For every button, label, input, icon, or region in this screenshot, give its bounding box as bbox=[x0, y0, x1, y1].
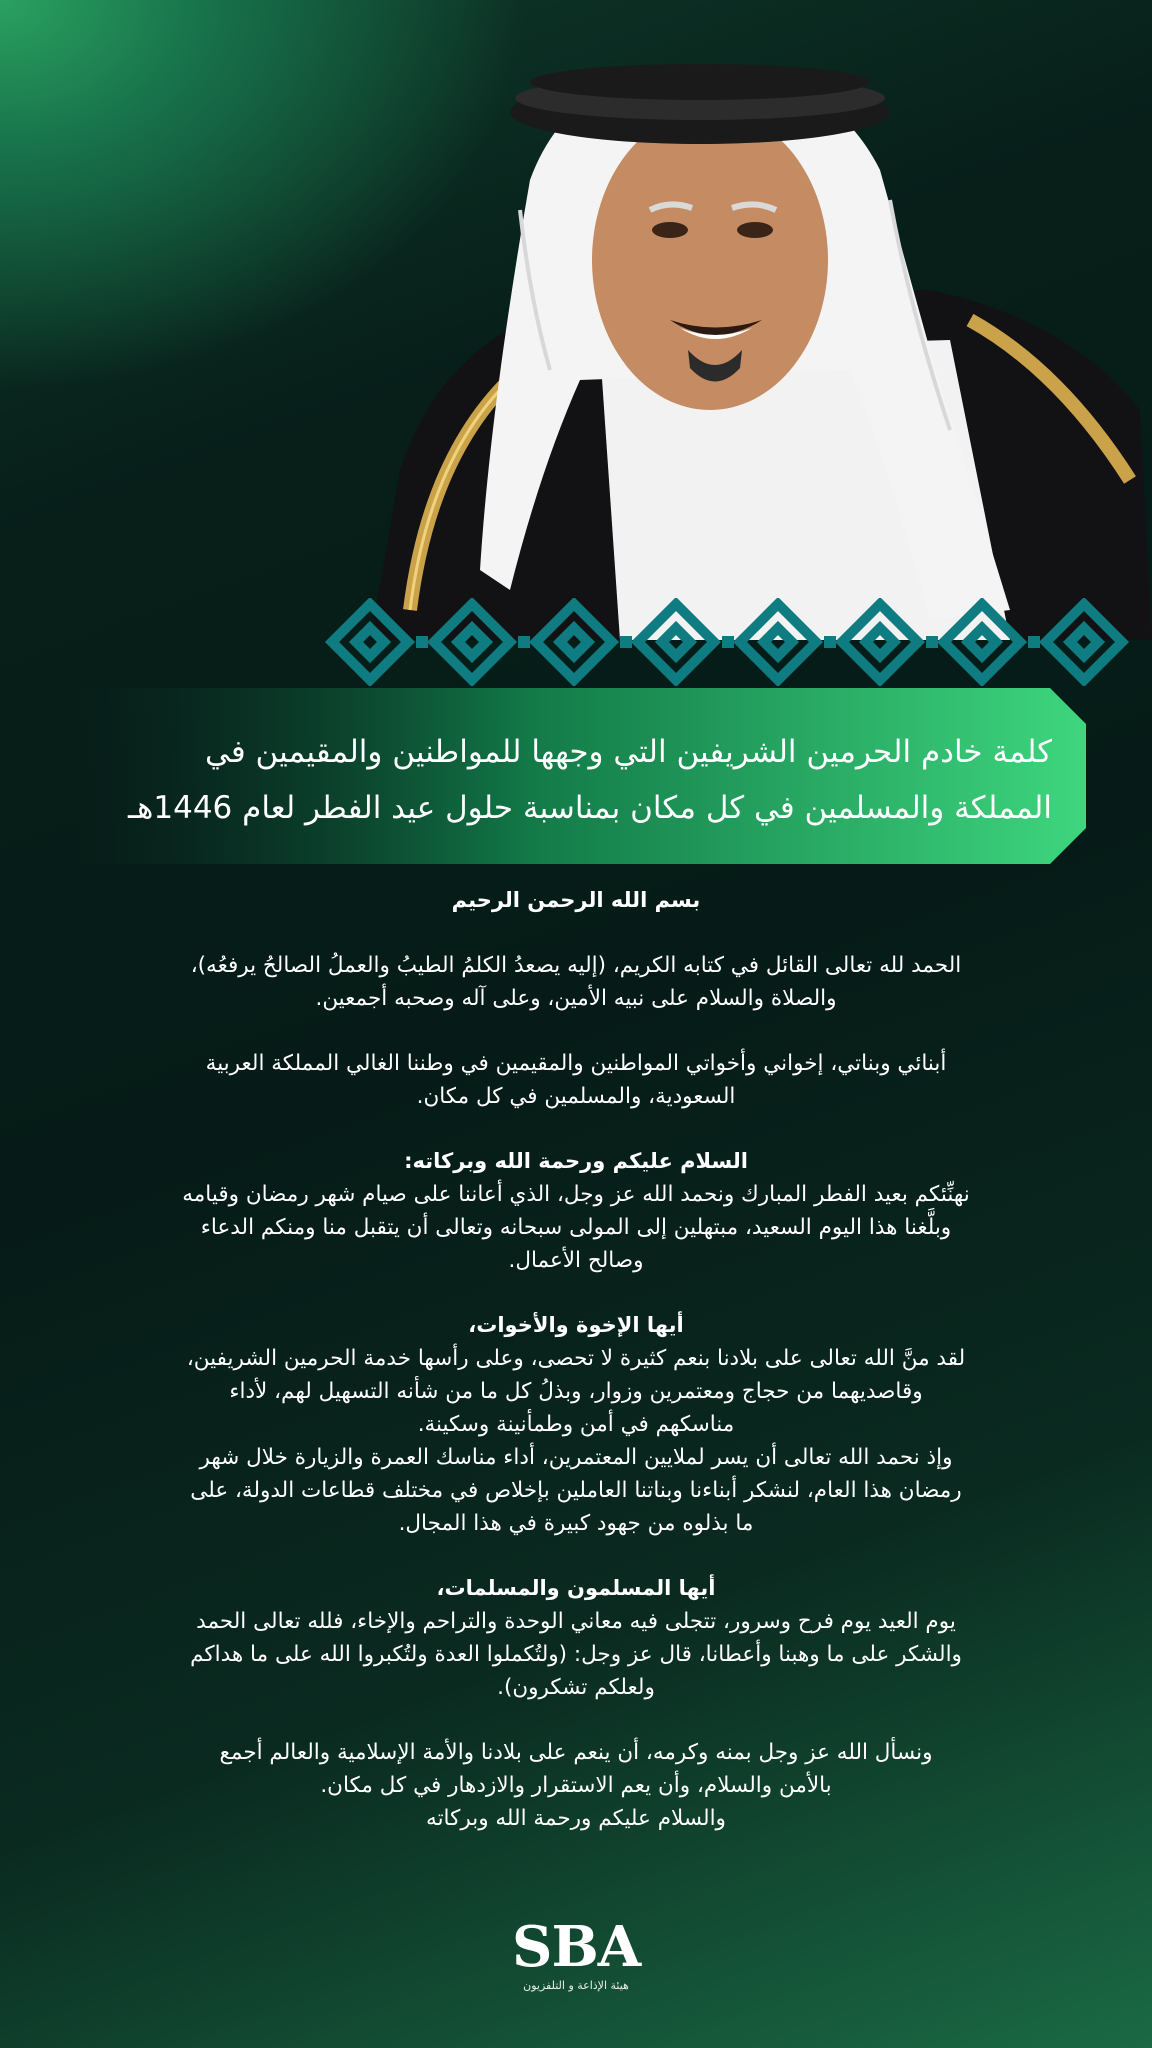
title-line: كلمة خادم الحرمين الشريفين التي وجهها للمواطنين والمقيمين في bbox=[205, 734, 1052, 770]
text-line: ولعلكم تشكرون). bbox=[497, 1675, 655, 1700]
text-line: السعودية، والمسلمين في كل مكان. bbox=[416, 1084, 736, 1109]
page-title bbox=[92, 724, 1052, 836]
text-line: وبلَّغنا هذا اليوم السعيد، مبتهلين إلى المولى سبحانه وتعالى أن يتقبل منا ومنكم الدعاء bbox=[200, 1215, 952, 1240]
paragraph-closing bbox=[110, 1736, 1042, 1835]
text-line: والسلام عليكم ورحمة الله وبركاته bbox=[426, 1806, 726, 1831]
text-line: والشكر على ما وهبنا وأعطانا، قال عز وجل: (ولتُكملوا العدة ولتُكبروا الله على ما هداكم bbox=[190, 1642, 962, 1667]
portrait-photo bbox=[370, 50, 1152, 640]
text-line: بالأمن والسلام، وأن يعم الاستقرار والازدهار في كل مكان. bbox=[320, 1773, 832, 1798]
muslims-heading: أيها المسلمون والمسلمات، bbox=[436, 1576, 716, 1600]
sba-logo bbox=[512, 1914, 641, 1992]
text-line: وإذ نحمد الله تعالى أن يسر لملايين المعتمرين، أداء مناسك العمرة والزيارة خلال شهر bbox=[199, 1445, 953, 1470]
text-line: أبنائي وبناتي، إخواني وأخواتي المواطنين والمقيمين في وطننا الغالي المملكة العربية bbox=[205, 1051, 947, 1076]
paragraph-blessings bbox=[110, 1342, 1042, 1540]
text-line: الحمد لله تعالى القائل في كتابه الكريم، (إليه يصعدُ الكلمُ الطيبُ والعملُ الصالحُ يرفعُه)، bbox=[190, 953, 962, 978]
greeting-heading: السلام عليكم ورحمة الله وبركاته: bbox=[404, 1149, 748, 1173]
text-line: وقاصديهما من حجاج ومعتمرين وزوار، وبذلُ كل ما من شأنه التسهيل لهم، لأداء bbox=[229, 1379, 923, 1404]
title-line: المملكة والمسلمين في كل مكان بمناسبة حلول عيد الفطر لعام 1446هـ bbox=[127, 790, 1052, 826]
text-line: مناسكهم في أمن وطمأنينة وسكينة. bbox=[417, 1412, 735, 1437]
paragraph-address bbox=[110, 1047, 1042, 1113]
title-banner bbox=[78, 688, 1086, 864]
brothers-heading: أيها الإخوة والأخوات، bbox=[468, 1313, 684, 1337]
text-line: رمضان هذا العام، لنشكر أبناءنا وبناتنا العاملين بإخلاص في مختلف قطاعات الدولة، على bbox=[190, 1478, 962, 1503]
text-line: ونسأل الله عز وجل بمنه وكرمه، أن ينعم على بلادنا والأمة الإسلامية والعالم أجمع bbox=[219, 1740, 933, 1765]
paragraph-eid-congrats bbox=[110, 1178, 1042, 1277]
text-line: ما بذلوه من جهود كبيرة في هذا المجال. bbox=[398, 1511, 754, 1536]
logo-subtitle: هيئة الإذاعة و التلفزيون bbox=[523, 1979, 629, 1992]
basmala: بسم الله الرحمن الرحيم bbox=[451, 888, 701, 912]
text-line: لقد منَّ الله تعالى على بلادنا بنعم كثيرة لا تحصى، وعلى رأسها خدمة الحرمين الشريفين، bbox=[186, 1346, 966, 1371]
text-line: وصالح الأعمال. bbox=[508, 1248, 644, 1273]
speech-body bbox=[110, 884, 1042, 1835]
logo-mark: SBA bbox=[512, 1914, 641, 1980]
text-line: والصلاة والسلام على نبيه الأمين، وعلى آله وصحبه أجمعين. bbox=[315, 986, 837, 1011]
text-line: نهنِّئكم بعيد الفطر المبارك ونحمد الله عز وجل، الذي أعاننا على صيام شهر رمضان وقيامه bbox=[182, 1182, 970, 1207]
paragraph-praise bbox=[110, 949, 1042, 1015]
paragraph-eid-joy bbox=[110, 1605, 1042, 1704]
sadu-ornament-band bbox=[320, 598, 1140, 686]
text-line: يوم العيد يوم فرح وسرور، تتجلى فيه معاني الوحدة والتراحم والإخاء، فلله تعالى الحمد bbox=[196, 1609, 956, 1634]
